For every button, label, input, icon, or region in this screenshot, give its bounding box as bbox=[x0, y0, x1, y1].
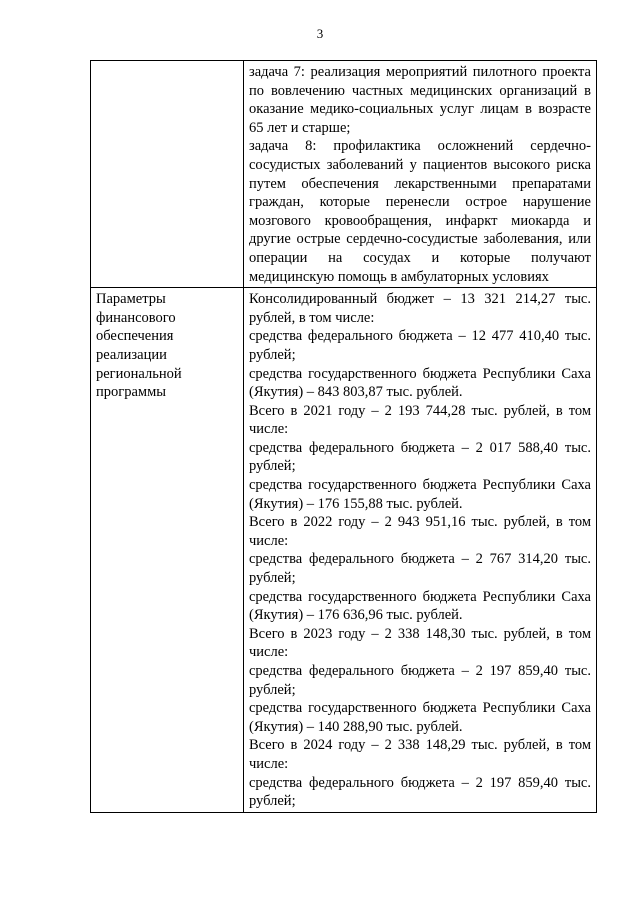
row-value-cell bbox=[244, 288, 597, 813]
row-label-cell bbox=[91, 61, 244, 288]
year-2022-total-text: Всего в 2022 году – 2 943 951,16 тыс. рублей, в том числе: bbox=[249, 514, 591, 549]
year-2021-total-text: Всего в 2021 году – 2 193 744,28 тыс. рублей, в том числе: bbox=[249, 402, 591, 438]
year-2023-regional-text: средства государственного бюджета Республики Саха (Якутия) – 140 288,90 тыс. рублей. bbox=[249, 700, 591, 735]
row-value-cell bbox=[244, 61, 597, 288]
page-number: 3 bbox=[316, 26, 324, 41]
program-passport-table bbox=[90, 60, 597, 813]
year-2021-regional-text: средства государственного бюджета Республики Саха (Якутия) – 176 155,88 тыс. рублей. bbox=[249, 477, 591, 512]
year-2023-total-text: Всего в 2023 году – 2 338 148,30 тыс. рублей, в том числе: bbox=[249, 625, 591, 661]
table-row-tasks bbox=[91, 61, 597, 288]
year-2022-federal-text: средства федерального бюджета – 2 767 314,20 тыс. рублей; bbox=[249, 551, 591, 587]
year-2023-federal-text: средства федерального бюджета – 2 197 859,40 тыс. рублей; bbox=[249, 663, 591, 698]
row-label-cell: Параметры финансового обеспечения реализации региональной программы bbox=[91, 288, 244, 813]
year-2024-total-text: Всего в 2024 году – 2 338 148,29 тыс. рублей, в том числе: bbox=[249, 737, 591, 772]
federal-budget-total-text: средства федерального бюджета – 12 477 410,40 тыс. рублей; bbox=[249, 328, 591, 363]
task-8-text: задача 8: профилактика осложнений сердечно-сосудистых заболеваний у пациентов высокого риска путем обеспечения лекарственными препаратами граждан, которые перенесли острое нарушение мозгового кровообращения, инфаркт миокарда и другие острые сердечно-сосудистые заболевания, или операции на сосудах и которые получают медицинскую помощь в амбулаторных условиях bbox=[249, 138, 591, 285]
year-2022-regional-text: средства государственного бюджета Республики Саха (Якутия) – 176 636,96 тыс. рублей. bbox=[249, 588, 591, 624]
table-row-financing bbox=[91, 288, 597, 813]
regional-budget-total-text: средства государственного бюджета Республики Саха (Якутия) – 843 803,87 тыс. рублей. bbox=[249, 365, 591, 401]
year-2024-federal-text: средства федерального бюджета – 2 197 859,40 тыс. рублей; bbox=[249, 774, 591, 810]
year-2021-federal-text: средства федерального бюджета – 2 017 588,40 тыс. рублей; bbox=[249, 439, 591, 475]
consolidated-budget-text: Консолидированный бюджет – 13 321 214,27 тыс. рублей, в том числе: bbox=[249, 291, 591, 326]
task-7-text: задача 7: реализация мероприятий пилотного проекта по вовлечению частных медицинских организаций в оказание медико-социальных услуг лицам в возрасте 65 лет и старше; bbox=[249, 64, 591, 136]
